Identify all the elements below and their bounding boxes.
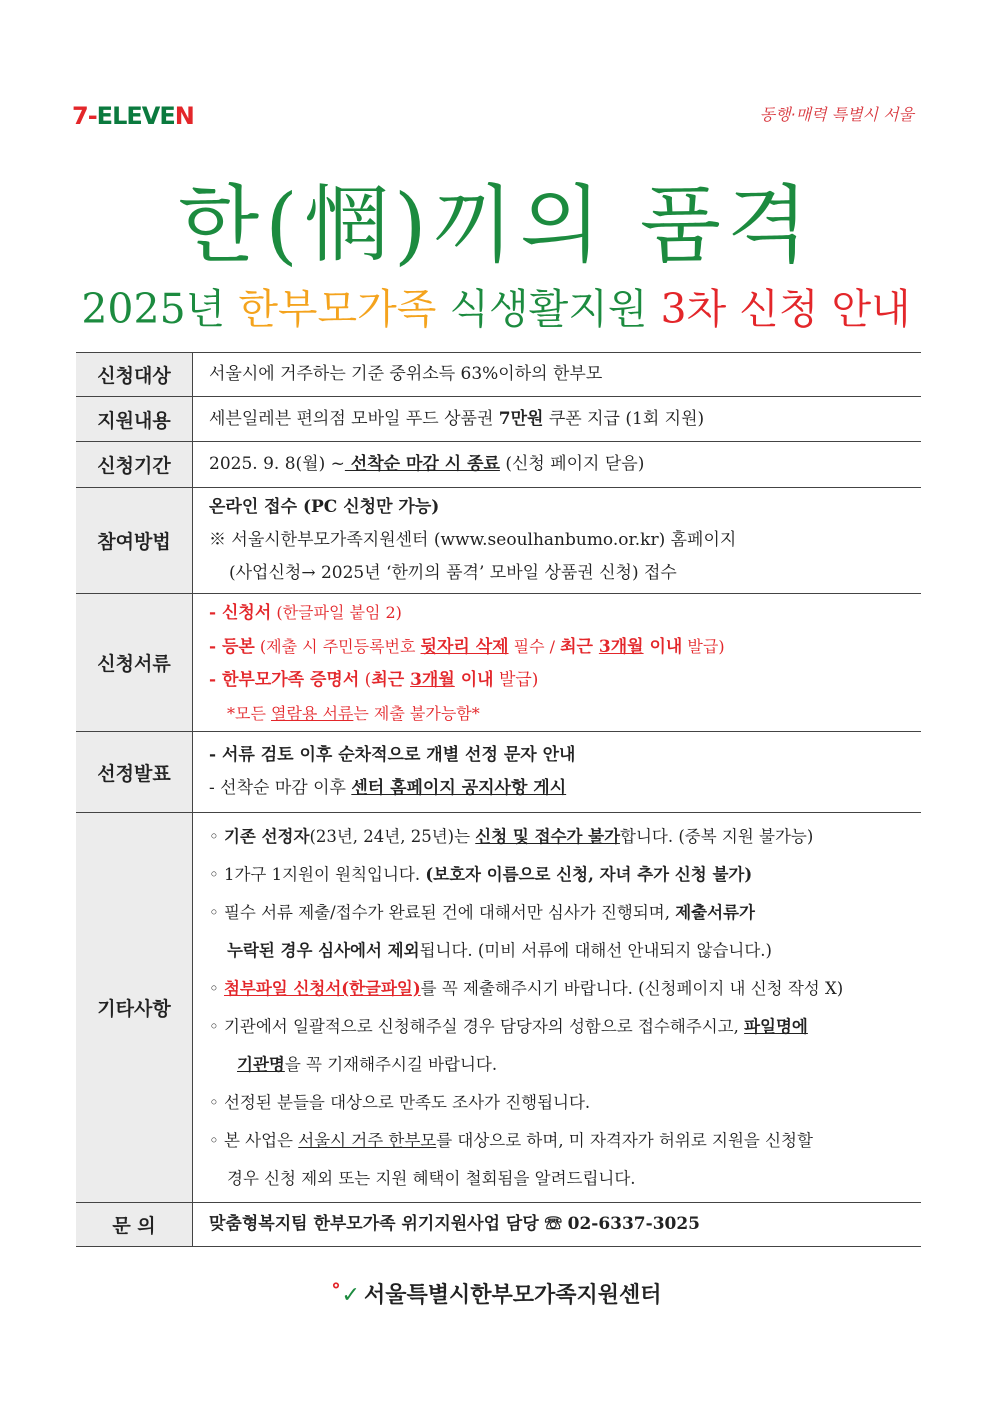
row-docs <box>76 594 921 732</box>
center-logo: ˚✓ 서울특별시한부모가족지원센터 <box>330 1283 662 1308</box>
row-content <box>76 397 921 442</box>
content-period: 2025. 9. 8(월) ~ 선착순 마감 시 종료 (신청 페이지 닫음) <box>193 442 922 488</box>
label-etc: 기타사항 <box>76 813 193 1203</box>
seven-eleven-logo: 7-ELEVEN <box>72 102 194 130</box>
label-target: 신청대상 <box>76 353 193 397</box>
label-content: 지원내용 <box>76 397 193 442</box>
row-announce <box>76 732 921 813</box>
seoul-city-slogan-logo: 동행·매력 특별시 서울 <box>759 105 914 124</box>
row-etc <box>76 813 921 1203</box>
center-emblem-icon: ˚✓ <box>330 1283 360 1308</box>
content-announce: - 서류 검토 이후 순차적으로 개별 선정 문자 안내 - 선착순 마감 이후 센터 홈페이지 공지사항 게시 <box>193 732 922 813</box>
info-table <box>76 352 921 1247</box>
label-docs: 신청서류 <box>76 594 193 732</box>
content-method: 온라인 접수 (PC 신청만 가능) ※ 서울시한부모가족지원센터 (www.seoulhanbumo.or.kr) 홈페이지 (사업신청→ 2025년 ‘한끼의 품격’ 모바일 상품권 신청) 접수 <box>193 488 922 594</box>
page-title: 한(惘)끼의 품격 <box>178 176 814 274</box>
row-contact <box>76 1203 921 1247</box>
content-contact: 맞춤형복지팀 한부모가족 위기지원사업 담당 ☏ 02-6337-3025 <box>193 1203 922 1247</box>
label-announce: 선정발표 <box>76 732 193 813</box>
content-target: 서울시에 거주하는 기준 중위소득 63%이하의 한부모 <box>193 353 922 397</box>
row-period <box>76 442 921 488</box>
content-support: 세븐일레븐 편의점 모바일 푸드 상품권 7만원 쿠폰 지급 (1회 지원) <box>193 397 922 442</box>
row-target <box>76 353 921 397</box>
label-period: 신청기간 <box>76 442 193 488</box>
content-etc: ◦ 기존 선정자(23년, 24년, 25년)는 신청 및 접수가 불가합니다. (중복 지원 불가능) ◦ 1가구 1지원이 원칙입니다. (보호자 이름으로 신청, 자녀 추가 신청 불가) ◦ 필수 서류 제출/접수가 완료된 건에 대해서만 심사가 진행되며, 제출서류가 누락된 경우 심사에서 제외됩니다. (미비 서류에 대해선 안내되지 않습니다.) ◦ 첨부파일 신청서(한글파일)를 꼭 제출해주시기 바랍니다. (신청페이지 내 신청 작성 X) ◦ 기관에서 일괄적으로 신청해주실 경우 담당자의 성함으로 접수해주시고, 파일명에 기관명을 꼭 기재해주시길 바랍니다. ◦ 선정된 분들을 대상으로 만족도 조사가 진행됩니다. ◦ 본 사업은 서울시 거주 한부모를 대상으로 하며, 미 자격자가 허위로 지원을 신청할 경우 신청 제외 또는 지원 혜택이 철회됨을 알려드립니다. <box>193 813 922 1203</box>
row-method <box>76 488 921 594</box>
page-subtitle: 2025년 한부모가족 식생활지원 3차 신청 안내 <box>81 285 911 333</box>
label-contact: 문 의 <box>76 1203 193 1247</box>
content-docs: - 신청서 (한글파일 붙임 2) - 등본 (제출 시 주민등록번호 뒷자리 삭제 필수 / 최근 3개월 이내 발급) - 한부모가족 증명서 (최근 3개월 이내 발급) *모든 열람용 서류는 제출 불가능함* <box>193 594 922 732</box>
label-method: 참여방법 <box>76 488 193 594</box>
